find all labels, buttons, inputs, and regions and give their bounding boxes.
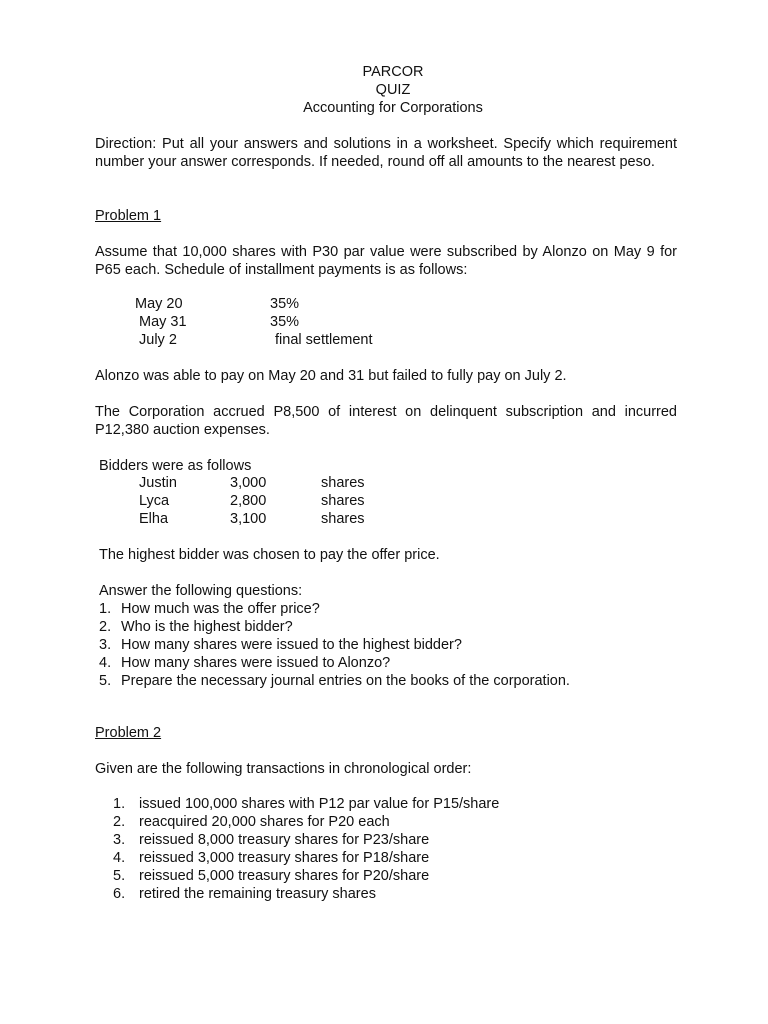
item-text: Prepare the necessary journal entries on the books of the corporation. (121, 673, 570, 689)
bidder-name: Elha (139, 511, 169, 527)
list-item (99, 672, 570, 690)
accrual-note: The Corporation accrued P8,500 of interest on delinquent subscription and incurred P12,380 auction expenses. (95, 404, 677, 438)
item-text: Who is the highest bidder? (121, 619, 293, 635)
item-text: How many shares were issued to the highest bidder? (121, 637, 462, 653)
item-text: How many shares were issued to Alonzo? (121, 655, 391, 671)
list-item (99, 600, 570, 618)
schedule-date: May 31 (139, 314, 187, 330)
list-item (99, 618, 570, 636)
item-text: reacquired 20,000 shares for P20 each (139, 814, 390, 830)
list-item (113, 885, 499, 903)
problem1-intro: Assume that 10,000 shares with P30 par value were subscribed by Alonzo on May 9 for P65 each. Schedule of installment payments is as follows: (95, 244, 677, 278)
item-text: retired the remaining treasury shares (139, 886, 376, 902)
questions-heading: Answer the following questions: (99, 583, 303, 599)
item-text: reissued 8,000 treasury shares for P23/share (139, 832, 430, 848)
list-item (113, 867, 499, 885)
subject-title: PARCOR (362, 64, 424, 80)
item-text: issued 100,000 shares with P12 par value for P15/share (139, 796, 500, 812)
list-item (113, 813, 499, 831)
item-text: reissued 3,000 treasury shares for P18/share (139, 850, 430, 866)
schedule-date: July 2 (139, 332, 177, 348)
quiz-title: QUIZ (375, 82, 411, 98)
item-number: 1. (99, 601, 112, 617)
payment-note: Alonzo was able to pay on May 20 and 31 but failed to fully pay on July 2. (95, 368, 567, 384)
transactions-list (113, 795, 499, 903)
item-text: reissued 5,000 treasury shares for P20/share (139, 868, 430, 884)
schedule-amount: 35% (270, 314, 300, 330)
bidder-shares: 3,000 (230, 475, 267, 491)
questions-list (99, 600, 570, 690)
list-item (99, 636, 570, 654)
bidder-unit: shares (321, 475, 365, 491)
direction-text: Direction: Put all your answers and solutions in a worksheet. Specify which requirement number your answer corresponds. If needed, round off all amounts to the nearest peso. (95, 136, 677, 170)
item-number: 1. (113, 796, 126, 812)
item-number: 2. (99, 619, 112, 635)
item-number: 3. (99, 637, 112, 653)
problem2-intro: Given are the following transactions in chronological order: (95, 761, 472, 777)
bidder-unit: shares (321, 511, 365, 527)
problem1-heading: Problem 1 (95, 208, 162, 224)
schedule-date: May 20 (135, 296, 183, 312)
highest-bidder-note: The highest bidder was chosen to pay the offer price. (99, 547, 440, 563)
item-number: 4. (113, 850, 126, 866)
item-number: 5. (99, 673, 112, 689)
bidder-shares: 2,800 (230, 493, 267, 509)
bidder-shares: 3,100 (230, 511, 267, 527)
list-item (113, 795, 499, 813)
list-item (113, 849, 499, 867)
item-number: 4. (99, 655, 112, 671)
item-number: 6. (113, 886, 126, 902)
list-item (113, 831, 499, 849)
topic-title: Accounting for Corporations (303, 100, 483, 116)
bidder-unit: shares (321, 493, 365, 509)
bidder-name: Justin (139, 475, 177, 491)
item-text: How much was the offer price? (121, 601, 320, 617)
bidder-name: Lyca (139, 493, 170, 509)
schedule-amount: final settlement (275, 332, 373, 348)
list-item (99, 654, 570, 672)
item-number: 3. (113, 832, 126, 848)
item-number: 2. (113, 814, 126, 830)
schedule-amount: 35% (270, 296, 300, 312)
bidders-heading: Bidders were as follows (99, 458, 252, 474)
problem2-heading: Problem 2 (95, 725, 162, 741)
title-block (0, 63, 768, 117)
item-number: 5. (113, 868, 126, 884)
